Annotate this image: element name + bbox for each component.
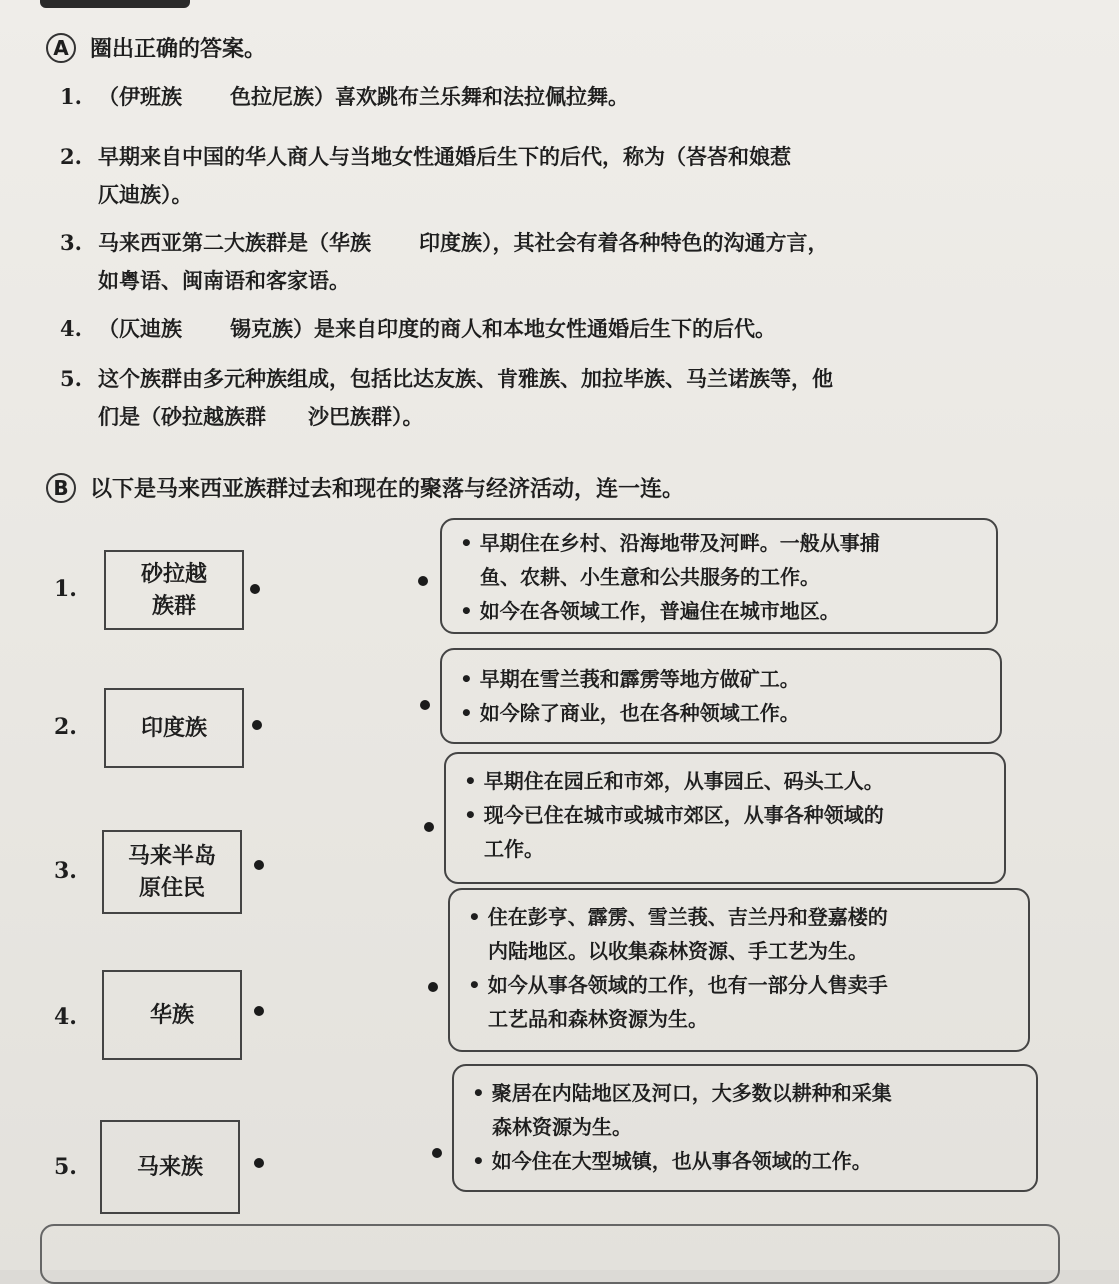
question-a1 xyxy=(60,78,1080,116)
description-line: • 早期住在乡村、沿海地带及河畔。一般从事捕 xyxy=(460,531,880,555)
right-connector-dot-1[interactable] xyxy=(418,576,428,586)
description-line: 内陆地区。以收集森林资源、手工艺为生。 xyxy=(488,939,868,963)
question-a4 xyxy=(60,310,1080,348)
question-a3 xyxy=(60,224,1080,300)
left-connector-dot-2[interactable] xyxy=(252,720,262,730)
ethnic-box-1[interactable] xyxy=(104,550,244,630)
option-2[interactable]: 印度族），其社会有着各种特色的沟通方言， xyxy=(419,230,829,255)
question-text[interactable]: 早期来自中国的华人商人与当地女性通婚后生下的后代，称为（峇峇和娘惹 xyxy=(98,144,791,169)
description-line: • 住在彭亨、霹雳、雪兰莪、吉兰丹和登嘉楼的 xyxy=(468,905,888,929)
question-options[interactable]: 们是（砂拉越族群 沙巴族群）。 xyxy=(98,404,424,429)
section-a-badge: A xyxy=(46,33,76,63)
question-number: 5. xyxy=(60,366,82,391)
right-connector-dot-5[interactable] xyxy=(432,1148,442,1158)
ethnic-box-3[interactable] xyxy=(102,830,242,914)
question-text-cont[interactable]: 仄迪族）。 xyxy=(98,182,193,207)
description-box-1 xyxy=(440,518,998,634)
description-box-3 xyxy=(444,752,1006,884)
question-number: 1. xyxy=(60,84,82,109)
item-number-4: 4. xyxy=(54,1004,77,1030)
question-a5 xyxy=(60,360,1080,436)
description-line: 工作。 xyxy=(484,837,544,861)
description-line: 工艺品和森林资源为生。 xyxy=(488,1007,708,1031)
description-box-4 xyxy=(448,888,1030,1052)
question-text-cont: 如粤语、闽南语和客家语。 xyxy=(98,268,350,293)
description-line: • 早期住在园丘和市郊，从事园丘、码头工人。 xyxy=(464,769,884,793)
ethnic-label-line1: 印度族 xyxy=(140,715,207,741)
ethnic-label-line1: 华族 xyxy=(149,1002,194,1028)
item-number-3: 3. xyxy=(54,858,77,884)
option-1[interactable]: 马来西亚第二大族群是（华族 xyxy=(98,230,371,255)
ethnic-label-line1: 马来族 xyxy=(136,1154,203,1180)
option-2[interactable]: 色拉尼族）喜欢跳布兰乐舞和法拉佩拉舞。 xyxy=(230,84,629,109)
description-line: • 早期在雪兰莪和霹雳等地方做矿工。 xyxy=(460,667,800,691)
right-connector-dot-4[interactable] xyxy=(428,982,438,992)
question-a2 xyxy=(60,138,1080,214)
right-connector-dot-2[interactable] xyxy=(420,700,430,710)
section-b-badge: B xyxy=(46,473,76,503)
ethnic-label-line2: 原住民 xyxy=(138,875,205,901)
question-text: 这个族群由多元种族组成，包括比达友族、肯雅族、加拉毕族、马兰诺族等，他 xyxy=(98,366,833,391)
next-section-box-edge xyxy=(40,1224,1060,1284)
option-2[interactable]: 锡克族）是来自印度的商人和本地女性通婚后生下的后代。 xyxy=(230,316,776,341)
description-line: • 如今除了商业，也在各种领域工作。 xyxy=(460,701,800,725)
description-line: • 如今在各领域工作，普遍住在城市地区。 xyxy=(460,599,840,623)
section-b-header xyxy=(46,472,684,503)
ethnic-box-5[interactable] xyxy=(100,1120,240,1214)
description-line: 森林资源为生。 xyxy=(492,1115,632,1139)
section-a-title: 圈出正确的答案。 xyxy=(90,37,267,62)
left-connector-dot-1[interactable] xyxy=(250,584,260,594)
left-connector-dot-4[interactable] xyxy=(254,1006,264,1016)
question-number: 3. xyxy=(60,230,82,255)
left-connector-dot-5[interactable] xyxy=(254,1158,264,1168)
option-1[interactable]: （伊班族 xyxy=(98,84,182,109)
description-line: • 现今已住在城市或城市郊区，从事各种领域的 xyxy=(464,803,884,827)
right-connector-dot-3[interactable] xyxy=(424,822,434,832)
section-a-header xyxy=(46,32,266,63)
left-connector-dot-3[interactable] xyxy=(254,860,264,870)
page-top-edge xyxy=(40,0,190,8)
item-number-5: 5. xyxy=(54,1154,77,1180)
question-number: 2. xyxy=(60,144,82,169)
ethnic-box-2[interactable] xyxy=(104,688,244,768)
ethnic-box-4[interactable] xyxy=(102,970,242,1060)
description-line: 鱼、农耕、小生意和公共服务的工作。 xyxy=(480,565,820,589)
item-number-1: 1. xyxy=(54,576,77,602)
ethnic-label-line1: 马来半岛 xyxy=(127,843,216,869)
ethnic-label-line1: 砂拉越 xyxy=(140,561,207,587)
description-line: • 如今住在大型城镇，也从事各领域的工作。 xyxy=(472,1149,872,1173)
description-line: • 聚居在内陆地区及河口，大多数以耕种和采集 xyxy=(472,1081,892,1105)
description-line: • 如今从事各领域的工作，也有一部分人售卖手 xyxy=(468,973,888,997)
option-1[interactable]: （仄迪族 xyxy=(98,316,182,341)
description-box-2 xyxy=(440,648,1002,744)
description-box-5 xyxy=(452,1064,1038,1192)
ethnic-label-line2: 族群 xyxy=(151,593,196,619)
question-number: 4. xyxy=(60,316,82,341)
section-b-title: 以下是马来西亚族群过去和现在的聚落与经济活动，连一连。 xyxy=(90,477,685,502)
item-number-2: 2. xyxy=(54,714,77,740)
